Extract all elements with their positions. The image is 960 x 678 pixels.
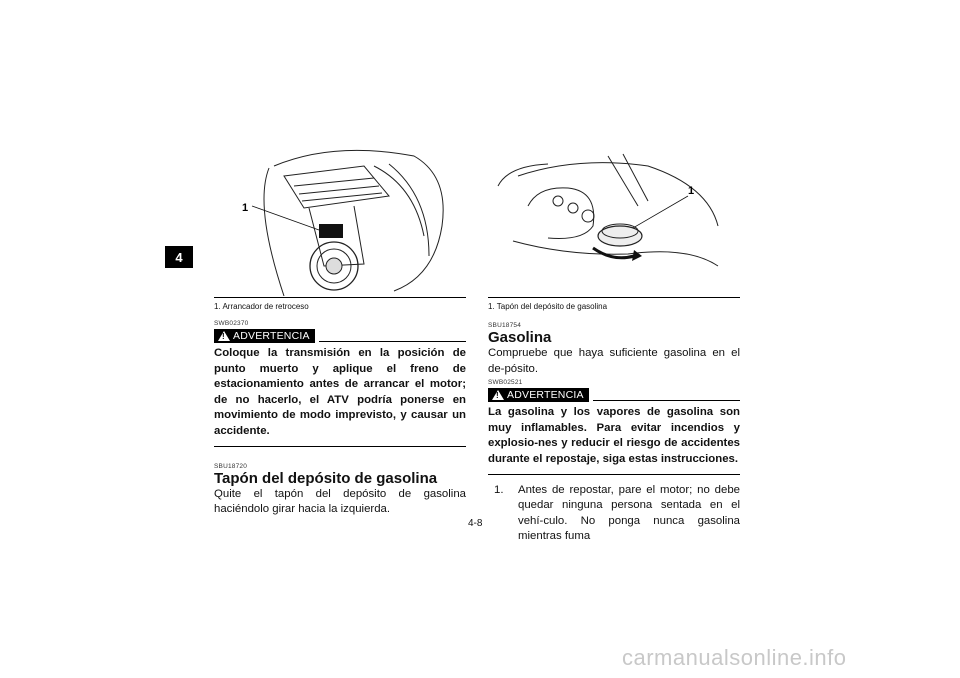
rotation-arrow: [593, 248, 634, 258]
warning-triangle-icon: [492, 390, 504, 400]
warning-header: [488, 388, 740, 402]
gauge-dial-1: [553, 196, 563, 206]
warning-badge: [488, 388, 589, 402]
list-text: Antes de repostar, pare el motor; no debe quedar ninguna persona sentada en el vehí-culo. No ponga nunca gasolina mientras fuma: [518, 483, 740, 543]
warning-triangle-icon: [218, 331, 230, 341]
chapter-tab: 4: [165, 246, 193, 268]
warning-rule: [319, 341, 466, 342]
section-code: SBU18754: [488, 322, 522, 329]
warning-text: La gasolina y los vapores de gasolina son muy inflamables. Para evitar incendios y explosio-nes y reducir el riesgo de accidentes durante el repostaje, siga estas instrucciones.: [488, 405, 740, 474]
section-text: Quite el tapón del depósito de gasolina haciéndolo girar hacia la izquierda.: [214, 487, 466, 516]
warning-label: ADVERTENCIA: [507, 389, 584, 402]
callout-number: 1: [688, 185, 695, 197]
right-column: [488, 322, 740, 545]
gauge-dial-3: [582, 210, 594, 222]
gauge-dial-2: [568, 203, 578, 213]
figure-left-caption: 1. Arrancador de retroceso: [214, 297, 466, 311]
callout-number: 1: [242, 202, 249, 214]
recoil-starter-drawing: [214, 146, 466, 296]
recoil-starter-illustration: [214, 146, 466, 296]
warning-header: [214, 329, 466, 343]
warning-label: ADVERTENCIA: [233, 330, 310, 342]
warning-badge: [214, 329, 315, 343]
list-number: 1.: [494, 483, 504, 496]
warning-code: SWB02521: [488, 379, 523, 387]
page-number: 4-8: [468, 518, 483, 529]
warning-rule: [593, 400, 740, 401]
warning-code: SWB02370: [214, 320, 249, 327]
warning-text: Coloque la transmisión en la posición de punto muerto y aplique el freno de estacionamiento antes de arrancar el motor; de no hacerlo, el ATV podría ponerse en movimiento de modo imprevisto, y causar un accidente.: [214, 346, 466, 447]
section-title: Gasolina: [488, 329, 552, 346]
fuel-cap: [598, 226, 642, 246]
watermark: carmanualsonline.info: [622, 645, 847, 670]
fuel-tank-cap-illustration: [488, 146, 740, 296]
section-code: SBU18720: [214, 462, 248, 470]
starter-hub: [326, 258, 342, 274]
figure-right-caption: 1. Tapón del depósito de gasolina: [488, 297, 740, 311]
section-text: Compruebe que haya suficiente gasolina en el de-pósito.: [488, 347, 740, 375]
list-item: [488, 483, 740, 545]
section-title: Tapón del depósito de gasolina: [214, 469, 438, 487]
callout-leader-line: [633, 196, 688, 228]
starter-handle: [319, 224, 343, 238]
fuel-cap-drawing: [488, 146, 740, 296]
rotation-arrowhead: [632, 250, 642, 261]
left-column: [214, 320, 466, 518]
